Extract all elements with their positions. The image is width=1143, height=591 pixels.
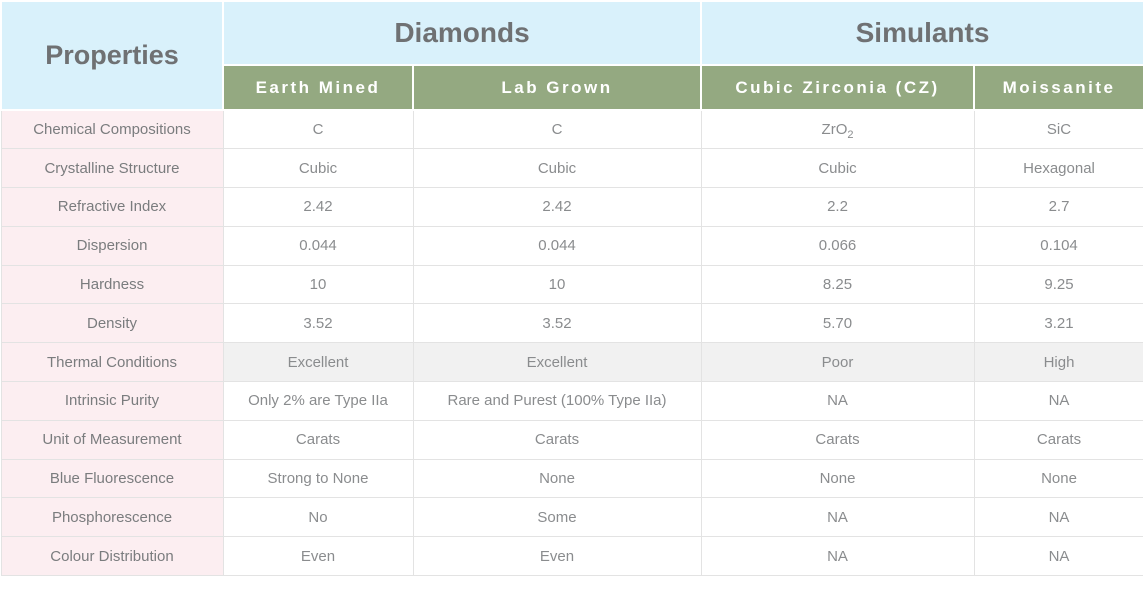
value-cell: 0.044 [413, 226, 701, 265]
value-cell: Cubic [223, 149, 413, 188]
value-cell: NA [974, 498, 1143, 537]
property-label: Thermal Conditions [1, 343, 223, 382]
value-cell: Even [413, 537, 701, 576]
value-cell: Excellent [223, 343, 413, 382]
property-label: Phosphorescence [1, 498, 223, 537]
value-cell: 2.7 [974, 188, 1143, 227]
group-header-diamonds: Diamonds [223, 1, 701, 65]
value-cell: No [223, 498, 413, 537]
value-cell: Cubic [413, 149, 701, 188]
property-label: Density [1, 304, 223, 343]
value-cell: None [413, 459, 701, 498]
value-cell: 0.066 [701, 226, 974, 265]
value-cell: Some [413, 498, 701, 537]
value-cell: Rare and Purest (100% Type IIa) [413, 382, 701, 421]
value-cell [701, 110, 974, 149]
value-cell: C [413, 110, 701, 149]
table-row [1, 149, 1143, 188]
value-subscript: 2 [847, 129, 854, 142]
property-label: Chemical Compositions [1, 110, 223, 149]
value-cell: 2.42 [413, 188, 701, 227]
group-header-simulants: Simulants [701, 1, 1143, 65]
table-row [1, 420, 1143, 459]
table-row [1, 110, 1143, 149]
property-label: Colour Distribution [1, 537, 223, 576]
property-label: Unit of Measurement [1, 420, 223, 459]
value-cell: 0.104 [974, 226, 1143, 265]
table-row [1, 343, 1143, 382]
value-cell: SiC [974, 110, 1143, 149]
value-cell: Cubic [701, 149, 974, 188]
property-label: Hardness [1, 265, 223, 304]
table-row [1, 382, 1143, 421]
value-cell: NA [701, 537, 974, 576]
value-cell: 3.52 [413, 304, 701, 343]
table-header [1, 1, 1143, 110]
value-cell: 9.25 [974, 265, 1143, 304]
group-header-row [1, 1, 1143, 65]
value-cell: 3.21 [974, 304, 1143, 343]
value-cell: 0.044 [223, 226, 413, 265]
value-cell: Only 2% are Type IIa [223, 382, 413, 421]
property-label: Refractive Index [1, 188, 223, 227]
table-row [1, 304, 1143, 343]
value-cell: 8.25 [701, 265, 974, 304]
value-cell: None [701, 459, 974, 498]
property-label: Crystalline Structure [1, 149, 223, 188]
value-cell: Carats [223, 420, 413, 459]
value-cell: Carats [974, 420, 1143, 459]
column-header-moissanite: Moissanite [974, 65, 1143, 110]
value-cell: NA [701, 498, 974, 537]
value-cell: NA [974, 382, 1143, 421]
properties-header: Properties [1, 1, 223, 110]
value-cell: NA [701, 382, 974, 421]
value-text: ZrO [821, 121, 848, 139]
column-header-lab-grown: Lab Grown [413, 65, 701, 110]
value-cell: High [974, 343, 1143, 382]
value-cell: 2.2 [701, 188, 974, 227]
property-label: Blue Fluorescence [1, 459, 223, 498]
value-cell: 5.70 [701, 304, 974, 343]
value-cell: 10 [223, 265, 413, 304]
value-cell: C [223, 110, 413, 149]
value-cell: Carats [413, 420, 701, 459]
table-row [1, 498, 1143, 537]
value-cell: 10 [413, 265, 701, 304]
value-cell: 2.42 [223, 188, 413, 227]
value-cell: Strong to None [223, 459, 413, 498]
value-cell: NA [974, 537, 1143, 576]
value-cell: Hexagonal [974, 149, 1143, 188]
value-cell: Excellent [413, 343, 701, 382]
property-label: Intrinsic Purity [1, 382, 223, 421]
property-label: Dispersion [1, 226, 223, 265]
table-row [1, 537, 1143, 576]
value-cell: None [974, 459, 1143, 498]
value-cell: Poor [701, 343, 974, 382]
table-row [1, 226, 1143, 265]
table-row [1, 265, 1143, 304]
table-row [1, 188, 1143, 227]
value-cell: 3.52 [223, 304, 413, 343]
value-cell: Even [223, 537, 413, 576]
table-row [1, 459, 1143, 498]
column-header-cubic-zirconia: Cubic Zirconia (CZ) [701, 65, 974, 110]
column-header-earth-mined: Earth Mined [223, 65, 413, 110]
table-body [1, 110, 1143, 576]
value-cell: Carats [701, 420, 974, 459]
